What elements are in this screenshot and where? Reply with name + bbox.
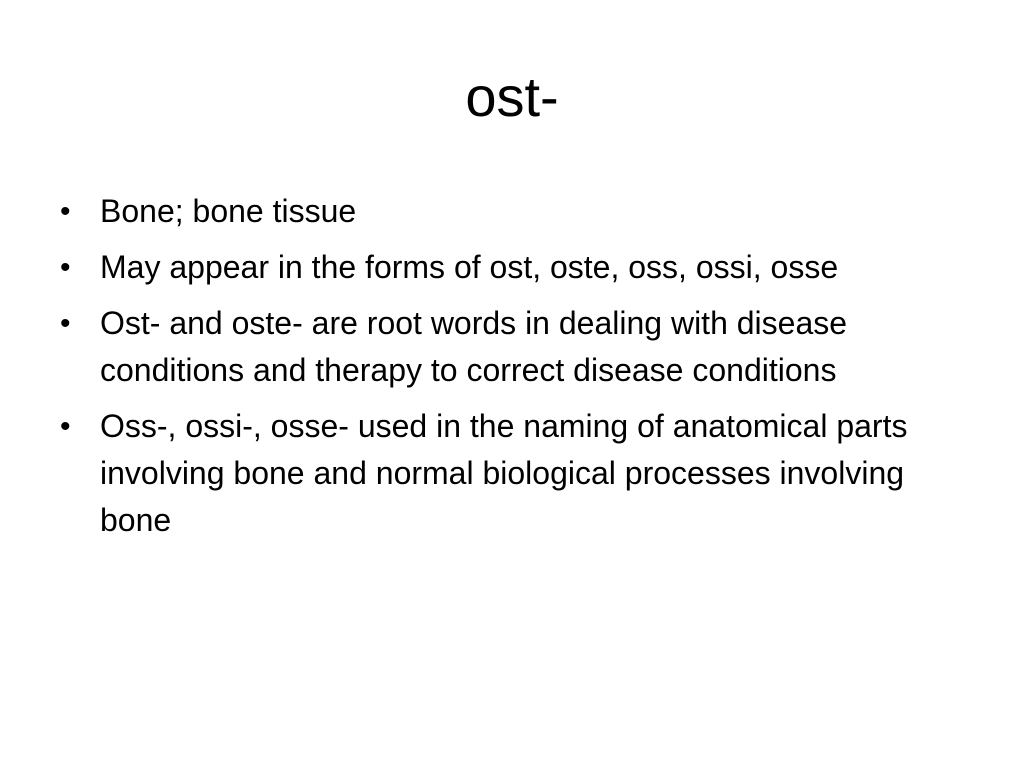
bullet-item xyxy=(60,244,940,291)
bullet-text: May appear in the forms of ost, oste, oss, ossi, osse xyxy=(100,249,839,285)
bullet-text: Oss-, ossi-, osse- used in the naming of anatomical parts involving bone and normal biological processes involving bone xyxy=(100,408,908,538)
bullet-list xyxy=(60,188,940,553)
bullet-dot-icon: • xyxy=(60,251,71,284)
bullet-dot-icon: • xyxy=(60,410,71,443)
bullet-item xyxy=(60,403,940,544)
bullet-item xyxy=(60,188,940,235)
bullet-dot-icon: • xyxy=(60,195,71,228)
slide-title: ost- xyxy=(465,65,559,128)
bullet-text: Ost- and oste- are root words in dealing with disease conditions and therapy to correct disease conditions xyxy=(100,305,848,388)
bullet-item xyxy=(60,300,940,394)
bullet-dot-icon: • xyxy=(60,307,71,340)
bullet-text: Bone; bone tissue xyxy=(100,193,357,229)
